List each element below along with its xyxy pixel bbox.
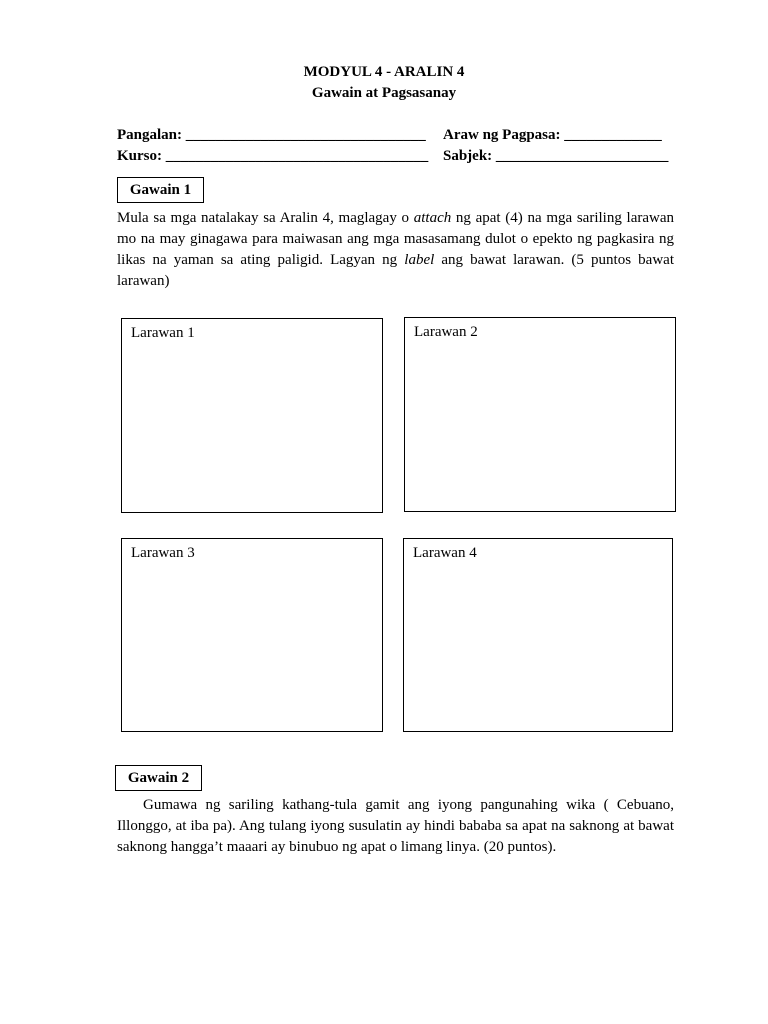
kurso-field[interactable]: Kurso: ___________________________________ bbox=[117, 148, 429, 164]
gawain-2-label: Gawain 2 bbox=[115, 765, 202, 791]
larawan-4-box[interactable] bbox=[403, 538, 673, 732]
instructions-text-part: ang bawat larawan. (5 puntos bawat larawan) bbox=[117, 252, 674, 289]
module-title: MODYUL 4 - ARALIN 4 bbox=[303, 64, 465, 80]
larawan-1-box[interactable] bbox=[121, 318, 383, 513]
instructions-text-part: Mula sa mga natalakay sa Aralin 4, maglagay o bbox=[117, 210, 414, 226]
gawain-2-instructions: Gumawa ng sariling kathang-tula gamit ang iyong pangunahing wika ( Cebuano, Illonggo, at iba pa). Ang tulang iyong susulatin ay hindi bababa sa apat na saknong at bawat saknong hangga’t maaari ay binubuo ng apat o limang linya. (20 puntos). bbox=[117, 797, 674, 855]
araw-ng-pagpasa-field[interactable]: Araw ng Pagpasa: _____________ bbox=[443, 127, 662, 143]
pangalan-field[interactable]: Pangalan: ________________________________ bbox=[117, 127, 426, 143]
gawain-1-label: Gawain 1 bbox=[117, 177, 204, 203]
module-subtitle: Gawain at Pagsasanay bbox=[311, 85, 457, 101]
larawan-2-box[interactable] bbox=[404, 317, 676, 512]
larawan-3-box[interactable] bbox=[121, 538, 383, 732]
instructions-italic-label: label bbox=[404, 252, 435, 268]
larawan-4-label: Larawan 4 bbox=[413, 545, 477, 561]
instructions-text-part: ng apat (4) na mga sariling larawan mo na may ginagawa para maiwasan ang mga masasamang dulot o epekto ng pagkasira ng likas na yaman sa ating paligid. Lagyan ng bbox=[117, 210, 674, 268]
sabjek-field[interactable]: Sabjek: _______________________ bbox=[443, 148, 669, 164]
larawan-3-label: Larawan 3 bbox=[131, 545, 195, 561]
instructions-italic-attach: attach bbox=[413, 210, 452, 226]
gawain-1-instructions bbox=[117, 208, 674, 292]
larawan-1-label: Larawan 1 bbox=[131, 325, 195, 341]
larawan-2-label: Larawan 2 bbox=[414, 324, 478, 340]
